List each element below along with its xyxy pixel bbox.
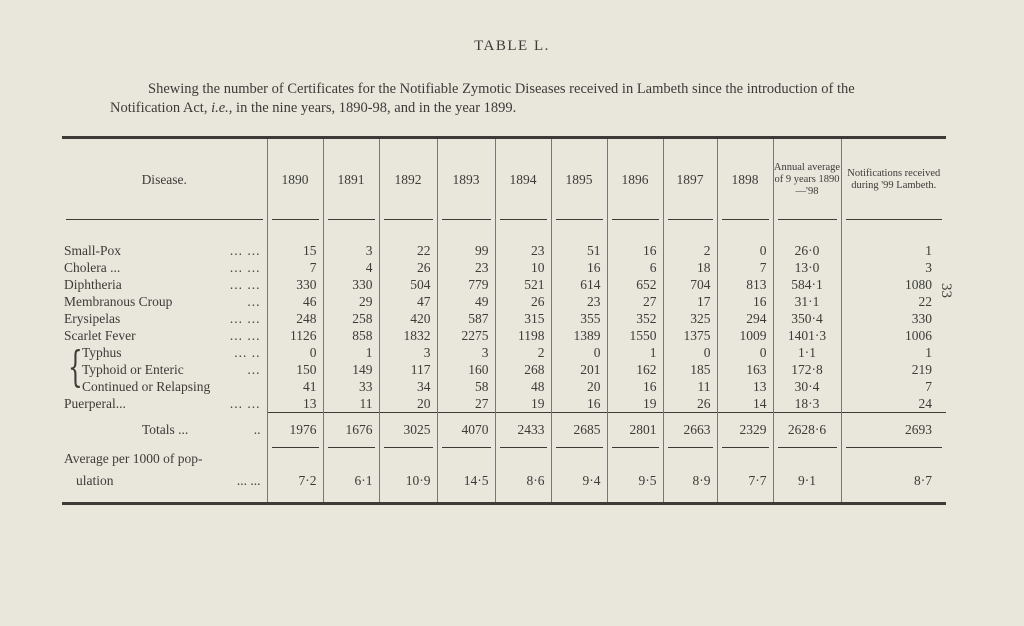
header-year-1898: 1898	[717, 138, 773, 221]
disease-label: Scarlet Fever	[64, 327, 136, 343]
value-cell: 41	[267, 378, 323, 395]
disease-row	[62, 327, 946, 344]
average-label-line2: ulation	[76, 473, 114, 488]
average-cell: 7·7	[717, 470, 773, 492]
table-body	[62, 220, 946, 504]
value-cell: 34	[379, 378, 437, 395]
value-cell: 4	[323, 259, 379, 276]
bottom-rule-cell	[551, 492, 607, 504]
value-cell: 19	[607, 395, 663, 413]
disease-label: Typhoid or Enteric	[82, 361, 184, 377]
empty-cell	[773, 448, 841, 470]
value-cell: 58	[437, 378, 495, 395]
value-cell: 1832	[379, 327, 437, 344]
totals-label-cell	[62, 413, 267, 448]
value-cell: 0	[551, 344, 607, 361]
average-cell: 8·6	[495, 470, 551, 492]
bottom-rule-cell	[267, 492, 323, 504]
value-cell: 30·4	[773, 378, 841, 395]
header-year-1896: 1896	[607, 138, 663, 221]
value-cell: 1401·3	[773, 327, 841, 344]
leader-dots: ... ...	[229, 310, 261, 326]
average-row-line1	[62, 448, 946, 470]
value-cell: 201	[551, 361, 607, 378]
value-cell: 0	[267, 344, 323, 361]
header-year-1897: 1897	[663, 138, 717, 221]
value-cell: 17	[663, 293, 717, 310]
value-cell: 26	[379, 259, 437, 276]
value-cell: 1006	[841, 327, 946, 344]
header-disease: Disease.	[62, 138, 267, 221]
value-cell: 31·1	[773, 293, 841, 310]
value-cell: 355	[551, 310, 607, 327]
value-cell: 614	[551, 276, 607, 293]
disease-cell	[62, 293, 267, 310]
leader-dots: ... ..	[234, 344, 261, 360]
total-cell: 1676	[323, 413, 379, 448]
value-cell: 2	[663, 242, 717, 259]
value-cell: 13·0	[773, 259, 841, 276]
value-cell: 1009	[717, 327, 773, 344]
fever-row	[62, 344, 946, 361]
value-cell: 172·8	[773, 361, 841, 378]
average-cell: 6·1	[323, 470, 379, 492]
value-cell: 51	[551, 242, 607, 259]
empty-cell	[663, 448, 717, 470]
value-cell: 16	[551, 259, 607, 276]
disease-label: Puerperal...	[64, 395, 126, 411]
average-cell: 8·7	[841, 470, 946, 492]
bottom-rule-cell	[323, 492, 379, 504]
leader-dots: ...	[247, 293, 261, 309]
total-cell: 2693	[841, 413, 946, 448]
bottom-rule-cell	[841, 492, 946, 504]
value-cell: 7	[717, 259, 773, 276]
disease-cell	[62, 242, 267, 259]
empty-cell	[607, 448, 663, 470]
disease-cell	[62, 395, 267, 413]
value-cell: 3	[379, 344, 437, 361]
value-cell: 704	[663, 276, 717, 293]
value-cell: 10	[495, 259, 551, 276]
disease-cell	[62, 259, 267, 276]
value-cell: 49	[437, 293, 495, 310]
disease-label: Diphtheria	[64, 276, 122, 292]
value-cell: 420	[379, 310, 437, 327]
leader-dots: ... ...	[229, 259, 261, 275]
empty-cell	[551, 448, 607, 470]
bottom-rule-cell	[437, 492, 495, 504]
bottom-rule-cell	[773, 492, 841, 504]
disease-label: Typhus	[82, 344, 122, 360]
description-part1: Shewing the number of Certificates for the Notifiable Zymotic Diseases received in Lambeth since the introduction of the Notification Act,	[110, 81, 855, 116]
value-cell: 150	[267, 361, 323, 378]
value-cell: 2	[495, 344, 551, 361]
disease-row	[62, 310, 946, 327]
disease-row	[62, 276, 946, 293]
leader-dots: ..	[253, 421, 261, 437]
totals-row	[62, 413, 946, 448]
average-cell: 8·9	[663, 470, 717, 492]
value-cell: 22	[841, 293, 946, 310]
fever-row	[62, 378, 946, 395]
value-cell: 258	[323, 310, 379, 327]
leader-dots: ... ...	[229, 242, 261, 258]
disease-row	[62, 259, 946, 276]
disease-row	[62, 242, 946, 259]
header-year-1892: 1892	[379, 138, 437, 221]
disease-label: Cholera ...	[64, 259, 121, 275]
total-cell: 2663	[663, 413, 717, 448]
header-notifications: Notifications received during '99 Lambeth.	[841, 138, 946, 221]
total-cell: 2801	[607, 413, 663, 448]
value-cell: 20	[379, 395, 437, 413]
value-cell: 330	[323, 276, 379, 293]
value-cell: 325	[663, 310, 717, 327]
description-ie: i.e.,	[211, 100, 233, 116]
total-cell: 2685	[551, 413, 607, 448]
empty-cell	[267, 448, 323, 470]
leader-dots: ... ...	[229, 276, 261, 292]
value-cell: 117	[379, 361, 437, 378]
total-cell: 1976	[267, 413, 323, 448]
value-cell: 46	[267, 293, 323, 310]
value-cell: 813	[717, 276, 773, 293]
value-cell: 13	[267, 395, 323, 413]
value-cell: 18·3	[773, 395, 841, 413]
average-cell: 9·5	[607, 470, 663, 492]
value-cell: 162	[607, 361, 663, 378]
total-cell: 2329	[717, 413, 773, 448]
header-year-1891: 1891	[323, 138, 379, 221]
value-cell: 779	[437, 276, 495, 293]
page-number: 33	[938, 283, 954, 298]
leader-dots: ... ...	[236, 473, 261, 488]
value-cell: 26·0	[773, 242, 841, 259]
average-cell: 10·9	[379, 470, 437, 492]
header-annual-average: Annual average of 9 years 1890—'98	[773, 138, 841, 221]
value-cell: 14	[717, 395, 773, 413]
value-cell: 1126	[267, 327, 323, 344]
value-cell: 0	[717, 344, 773, 361]
disease-cell	[62, 276, 267, 293]
value-cell: 330	[267, 276, 323, 293]
value-cell: 1375	[663, 327, 717, 344]
value-cell: 6	[607, 259, 663, 276]
value-cell: 23	[495, 242, 551, 259]
leader-dots: ... ...	[229, 395, 261, 411]
disease-cell	[62, 310, 267, 327]
disease-cell	[62, 361, 267, 378]
leader-dots: ... ...	[229, 327, 261, 343]
value-cell: 23	[551, 293, 607, 310]
disease-row	[62, 293, 946, 310]
value-cell: 0	[663, 344, 717, 361]
value-cell: 3	[841, 259, 946, 276]
value-cell: 22	[379, 242, 437, 259]
value-cell: 587	[437, 310, 495, 327]
average-label-cell	[62, 470, 267, 492]
value-cell: 24	[841, 395, 946, 413]
disease-cell	[62, 327, 267, 344]
total-cell: 3025	[379, 413, 437, 448]
value-cell: 350·4	[773, 310, 841, 327]
value-cell: 160	[437, 361, 495, 378]
disease-label: Membranous Croup	[64, 293, 173, 309]
value-cell: 330	[841, 310, 946, 327]
average-cell: 9·4	[551, 470, 607, 492]
total-cell: 4070	[437, 413, 495, 448]
value-cell: 15	[267, 242, 323, 259]
value-cell: 3	[437, 344, 495, 361]
bottom-rule-cell	[663, 492, 717, 504]
table-header	[62, 138, 946, 221]
disease-row	[62, 395, 946, 413]
value-cell: 0	[717, 242, 773, 259]
value-cell: 13	[717, 378, 773, 395]
bottom-rule-cell	[379, 492, 437, 504]
value-cell: 99	[437, 242, 495, 259]
table-description	[110, 80, 900, 118]
value-cell: 584·1	[773, 276, 841, 293]
empty-cell	[379, 448, 437, 470]
value-cell: 16	[551, 395, 607, 413]
description-part2: in the nine years, 1890-98, and in the year 1899.	[236, 100, 517, 116]
bottom-rule-cell	[607, 492, 663, 504]
value-cell: 1	[323, 344, 379, 361]
disease-label: Continued or Relapsing	[82, 378, 211, 394]
value-cell: 1	[841, 242, 946, 259]
value-cell: 294	[717, 310, 773, 327]
value-cell: 504	[379, 276, 437, 293]
value-cell: 33	[323, 378, 379, 395]
header-year-1890: 1890	[267, 138, 323, 221]
empty-cell	[841, 448, 946, 470]
leader-dots: ...	[247, 361, 261, 377]
value-cell: 1198	[495, 327, 551, 344]
average-row	[62, 470, 946, 492]
value-cell: 7	[841, 378, 946, 395]
table-title: TABLE L.	[474, 38, 550, 54]
average-cell: 7·2	[267, 470, 323, 492]
value-cell: 16	[607, 378, 663, 395]
value-cell: 11	[323, 395, 379, 413]
empty-cell	[437, 448, 495, 470]
value-cell: 26	[663, 395, 717, 413]
empty-cell	[717, 448, 773, 470]
value-cell: 2275	[437, 327, 495, 344]
empty-cell	[323, 448, 379, 470]
value-cell: 652	[607, 276, 663, 293]
value-cell: 16	[717, 293, 773, 310]
header-year-1895: 1895	[551, 138, 607, 221]
disease-label: Small-Pox	[64, 242, 122, 258]
value-cell: 315	[495, 310, 551, 327]
value-cell: 48	[495, 378, 551, 395]
totals-label: Totals ...	[142, 421, 189, 437]
value-cell: 219	[841, 361, 946, 378]
fever-brace-icon: {	[68, 342, 83, 391]
value-cell: 27	[437, 395, 495, 413]
total-cell: 2433	[495, 413, 551, 448]
value-cell: 26	[495, 293, 551, 310]
value-cell: 1550	[607, 327, 663, 344]
average-label-line1: Average per 1000 of pop-	[64, 451, 203, 466]
value-cell: 3	[323, 242, 379, 259]
value-cell: 7	[267, 259, 323, 276]
value-cell: 11	[663, 378, 717, 395]
value-cell: 185	[663, 361, 717, 378]
value-cell: 1080	[841, 276, 946, 293]
bottom-rule-cell	[62, 492, 267, 504]
value-cell: 1	[841, 344, 946, 361]
bottom-rule-cell	[717, 492, 773, 504]
value-cell: 47	[379, 293, 437, 310]
value-cell: 16	[607, 242, 663, 259]
value-cell: 163	[717, 361, 773, 378]
notifications-table	[62, 136, 946, 505]
disease-cell	[62, 378, 267, 395]
fever-row	[62, 361, 946, 378]
average-cell: 14·5	[437, 470, 495, 492]
header-year-1893: 1893	[437, 138, 495, 221]
value-cell: 23	[437, 259, 495, 276]
bottom-rule-row	[62, 492, 946, 504]
value-cell: 27	[607, 293, 663, 310]
value-cell: 1·1	[773, 344, 841, 361]
value-cell: 1	[607, 344, 663, 361]
value-cell: 29	[323, 293, 379, 310]
value-cell: 1389	[551, 327, 607, 344]
value-cell: 20	[551, 378, 607, 395]
value-cell: 352	[607, 310, 663, 327]
value-cell: 858	[323, 327, 379, 344]
value-cell: 149	[323, 361, 379, 378]
total-cell: 2628·6	[773, 413, 841, 448]
disease-label: Erysipelas	[64, 310, 121, 326]
value-cell: 19	[495, 395, 551, 413]
value-cell: 268	[495, 361, 551, 378]
value-cell: 18	[663, 259, 717, 276]
bottom-rule-cell	[495, 492, 551, 504]
value-cell: 521	[495, 276, 551, 293]
value-cell: 248	[267, 310, 323, 327]
header-year-1894: 1894	[495, 138, 551, 221]
average-cell: 9·1	[773, 470, 841, 492]
empty-cell	[495, 448, 551, 470]
